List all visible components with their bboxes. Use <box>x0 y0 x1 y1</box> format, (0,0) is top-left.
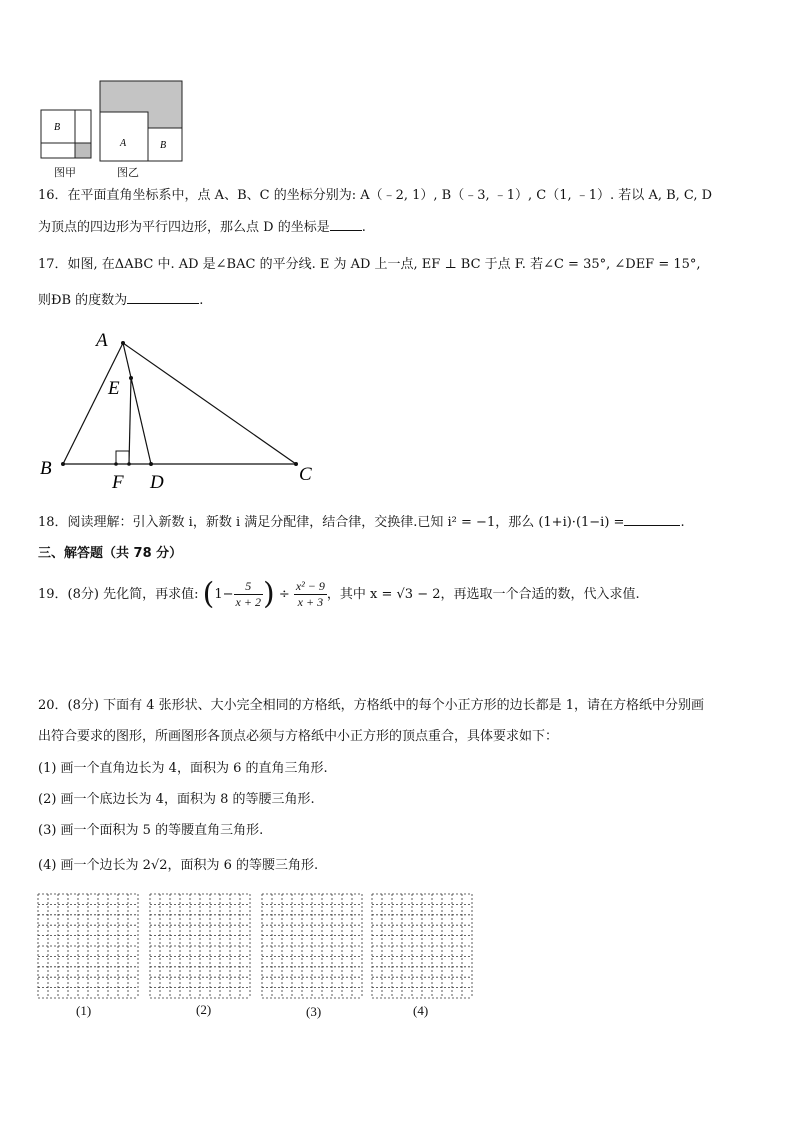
label-b-small: B <box>54 122 61 133</box>
q20-item-3: (3) 画一个面积为 5 的等腰直角三角形. <box>38 823 264 838</box>
point-e-label: E <box>108 378 120 399</box>
q16-line2 <box>38 218 366 237</box>
point-f-label: F <box>112 472 124 493</box>
figure-jia <box>41 110 91 158</box>
side-ab <box>63 343 123 464</box>
grid-paper-1 <box>38 894 138 998</box>
grid-caption-2: (2) <box>196 1002 212 1017</box>
q19-fraction-1: $\frac{5}{x + 2}$ <box>235 579 261 609</box>
q16-line1: 16．在平面直角坐标系中，点 A、B、C 的坐标分别为: A（﹣2, 1）, B（﹣3, ﹣1）, C（1, ﹣1）. 若以 A, B, C, D <box>38 188 713 203</box>
q19-suffix: ，其中 x = √3 − 2，再选取一个合适的数，代入求值. <box>326 587 640 602</box>
q16-period: . <box>361 220 366 235</box>
triangle-figure <box>36 326 326 496</box>
grid-caption-3: (3) <box>306 1004 322 1019</box>
q19-prefix: 19．(8分) 先化简，再求值: <box>38 587 199 602</box>
figure-yi <box>100 81 182 161</box>
q19-line: 19．(8分) 先化简，再求值: (1− $\frac{5}{x + 2}$ ) ÷ $\frac{\text{x² − 9}}{x + 3}$ ，其中 x = √3 − 2，再选取一个合适的数，代入求值. <box>38 576 640 612</box>
q17-line2 <box>38 291 203 310</box>
vertex-c-label: C <box>299 464 312 485</box>
q19-one-minus: 1− <box>214 587 234 602</box>
q19-divide-sign: ÷ <box>278 587 290 602</box>
q18-period: . <box>680 515 685 530</box>
caption-yi: 图乙 <box>117 166 139 179</box>
q18-answer-blank <box>624 513 680 526</box>
vertex-a-label: A <box>96 330 108 351</box>
q17-line1: 17．如图, 在ΔABC 中. AD 是∠BAC 的平分线. E 为 AD 上一点, EF ⊥ BC 于点 F. 若∠C = 35°, ∠DEF = 15°, <box>38 257 701 272</box>
q17-line2-text: 则ÐB 的度数为 <box>38 293 128 308</box>
caption-jia: 图甲 <box>54 166 76 179</box>
q18-line <box>38 513 685 532</box>
vertex-b-label: B <box>40 458 52 479</box>
right-angle-mark <box>116 451 129 464</box>
q20-line1: 20．(8分) 下面有 4 张形状、大小完全相同的方格纸，方格纸中的每个小正方形的边长都是 1，请在方格纸中分别画 <box>38 698 705 713</box>
bisector-ad <box>123 343 151 464</box>
q20-item-2: (2) 画一个底边长为 4，面积为 8 的等腰三角形. <box>38 792 315 807</box>
q18-text: 18．阅读理解：引入新数 i，新数 i 满足分配律，结合律，交换律.已知 i² = −1，那么 (1+i)·(1−i) = <box>38 515 625 530</box>
grid-caption-1: (1) <box>76 1003 92 1018</box>
q20-line2: 出符合要求的图形，所画图形各顶点必须与方格纸中小正方形的顶点重合，具体要求如下： <box>38 729 559 744</box>
q17-period: . <box>199 293 204 308</box>
q17-answer-blank <box>127 291 199 304</box>
q16-answer-blank <box>330 218 362 231</box>
grid-paper-4 <box>372 894 472 998</box>
point-d-label: D <box>150 472 164 493</box>
section-title: 三、解答题（共 78 分） <box>38 546 183 561</box>
grid-paper-3 <box>262 894 362 998</box>
label-a: A <box>120 138 127 149</box>
label-b-large: B <box>160 140 167 151</box>
grid-papers <box>0 890 794 1002</box>
q19-fraction-2: $\frac{\text{x² − 9}}{x + 3}$ <box>295 579 325 609</box>
q16-line2-text: 为顶点的四边形为平行四边形，那么点 D 的坐标是 <box>38 220 330 235</box>
q20-item-4: (4) 画一个边长为 2√2，面积为 6 的等腰三角形. <box>38 858 319 873</box>
side-ac <box>123 343 296 464</box>
q20-item-1: (1) 画一个直角边长为 4，面积为 6 的直角三角形. <box>38 761 328 776</box>
grid-caption-4: (4) <box>413 1003 429 1018</box>
grid-paper-2 <box>150 894 250 998</box>
